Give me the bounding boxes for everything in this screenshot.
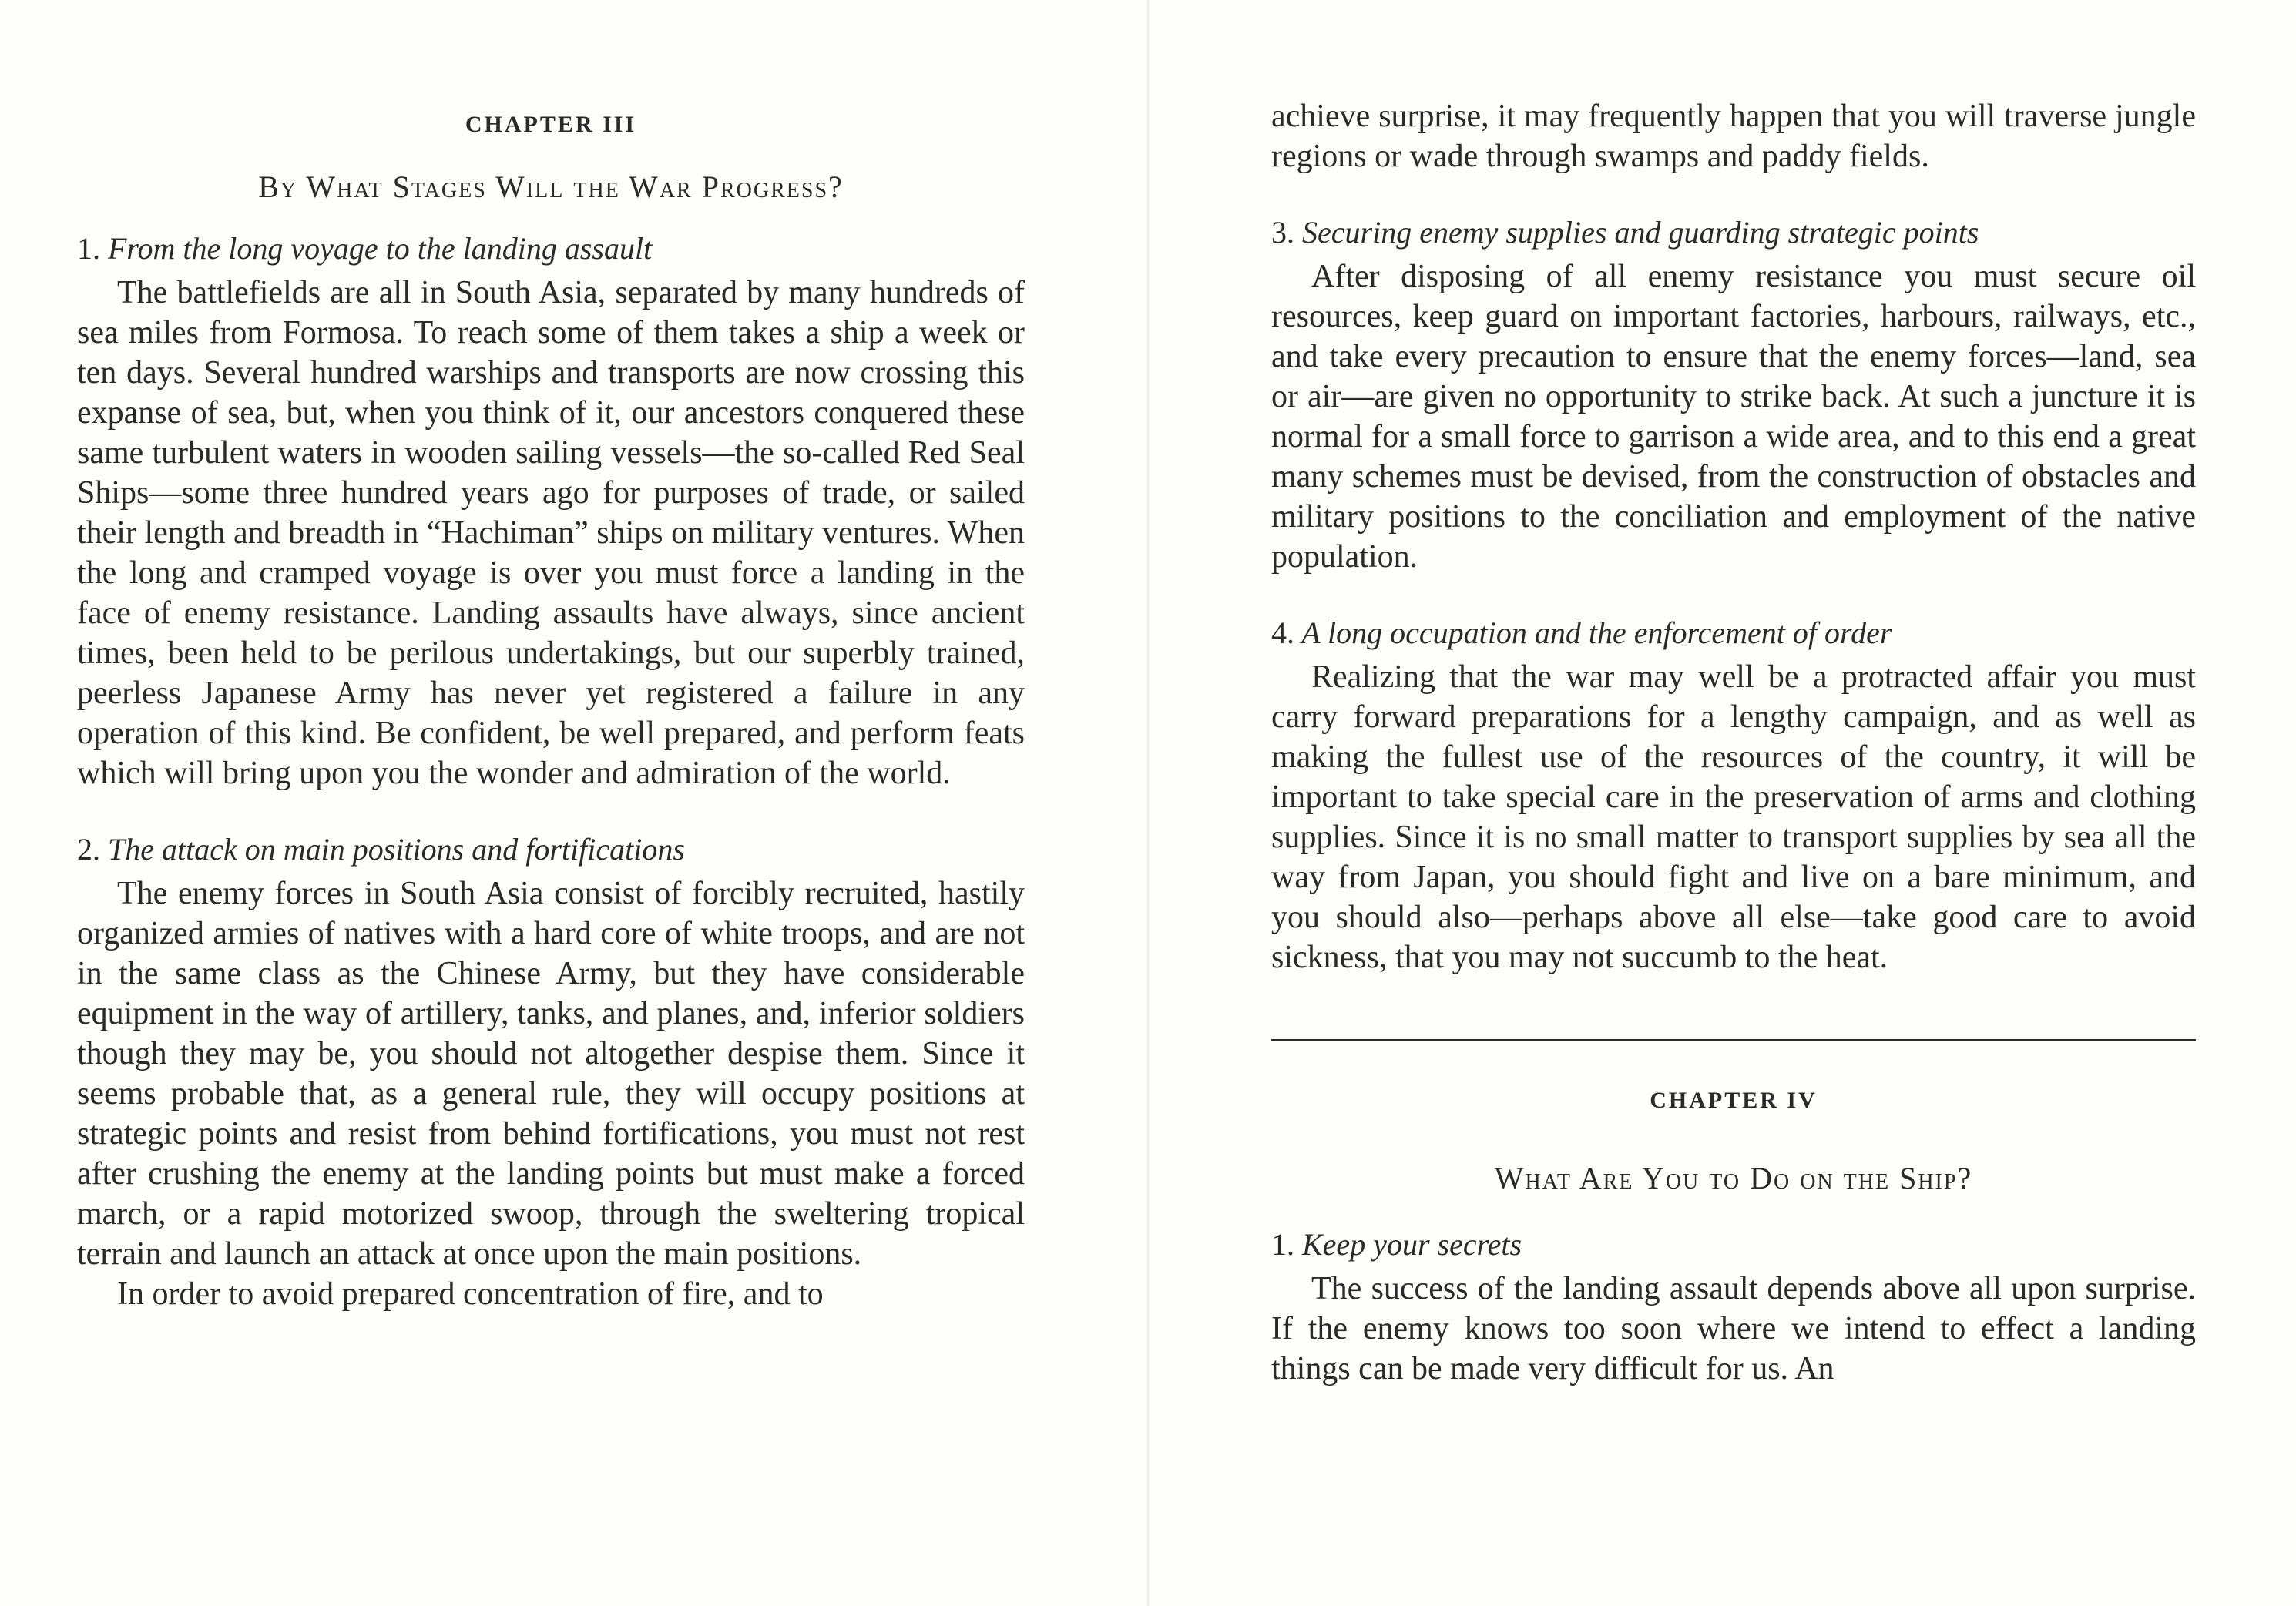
section (1271, 612, 2196, 977)
section-title: From the long voyage to the landing assault (108, 231, 653, 266)
section-heading (77, 829, 1025, 870)
section (77, 829, 1025, 1314)
paragraph: The success of the landing assault depends above all upon surprise. If the enemy knows too soon where we intend to effect a landing things can be made very difficult for us. An (1271, 1271, 2196, 1386)
chapter-divider (1271, 1039, 2196, 1041)
section-title: The attack on main positions and fortifications (108, 832, 685, 867)
chapter-title: What Are You to Do on the Ship? (1494, 1161, 1973, 1195)
paragraph: In order to avoid prepared concentration of fire, and to (117, 1276, 824, 1312)
section-heading (77, 228, 1025, 270)
paragraph: After disposing of all enemy resistance you must secure oil resources, keep guard on important factories, harbours, railways, etc., and take every precaution to ensure that the enemy forces—land, sea or air—are given no opportunity to strike back. At such a juncture it is normal for a small force to garrison a wide area, and to this end a great many schemes must be devised, from the construction of obstacles and military positions to the conciliation and employment of the native population. (1271, 259, 2196, 575)
section (77, 228, 1025, 793)
paragraph: Realizing that the war may well be a protracted affair you must carry forward preparations for a lengthy campaign, and as well as making the fullest use of the resources of the country, it will be important to take special care in the preservation of arms and clothing supplies. Since it is no small matter to transport supplies by sea all the way from Japan, you should fight and live on a bare minimum, and you should also—perhaps above all else—take good care to avoid sickness, that you may not succumb to the heat. (1271, 659, 2196, 975)
section-number: 1. (77, 231, 100, 266)
section-number: 2. (77, 832, 100, 867)
continuation-paragraph: achieve surprise, it may frequently happen that you will traverse jungle regions or wade through swamps and paddy fields. (1271, 99, 2196, 174)
paragraph: The enemy forces in South Asia consist of forcibly recruited, hastily organized armies of natives with a hard core of white troops, and are not in the same class as the Chinese Army, but they have considerable equipment in the way of artillery, tanks, and planes, and, inferior soldiers though they may be, you should not altogether despise them. Since it seems probable that, as a general rule, they will occupy positions at strategic points and resist from behind fortifications, you must not rest after crushing the enemy at the landing points but must make a forced march, or a rapid motorized swoop, through the sweltering tropical terrain and launch an attack at once upon the main positions. (77, 876, 1025, 1272)
chapter-label: CHAPTER IV (1650, 1088, 1818, 1113)
section (1271, 1224, 2196, 1389)
section-title: A long occupation and the enforcement of order (1301, 615, 1892, 650)
section-number: 4. (1271, 615, 1294, 650)
section-title: Keep your secrets (1302, 1227, 1522, 1262)
section (1271, 212, 2196, 577)
right-page (1148, 0, 2296, 1606)
section-heading (1271, 212, 2196, 253)
section-number: 1. (1271, 1227, 1294, 1262)
section-heading (1271, 1224, 2196, 1266)
chapter-label: CHAPTER III (465, 112, 637, 137)
section-title: Securing enemy supplies and guarding strategic points (1302, 215, 1979, 250)
section-number: 3. (1271, 215, 1294, 250)
paragraph: The battlefields are all in South Asia, separated by many hundreds of sea miles from Formosa. To reach some of them takes a ship a week or ten days. Several hundred warships and transports are now crossing this expanse of sea, but, when you think of it, our ancestors conquered these same turbulent waters in wooden sailing vessels—the so-called Red Seal Ships—some three hundred years ago for purposes of trade, or sailed their length and breadth in “Hachiman” ships on military ventures. When the long and cramped voyage is over you must force a landing in the face of enemy resistance. Landing assaults have always, since ancient times, been held to be perilous undertakings, but our superbly trained, peerless Japanese Army has never yet registered a failure in any operation of this kind. Be confident, be well prepared, and perform feats which will bring upon you the wonder and admiration of the world. (77, 275, 1025, 791)
chapter-title: By What Stages Will the War Progress? (258, 169, 844, 204)
section-heading (1271, 612, 2196, 654)
